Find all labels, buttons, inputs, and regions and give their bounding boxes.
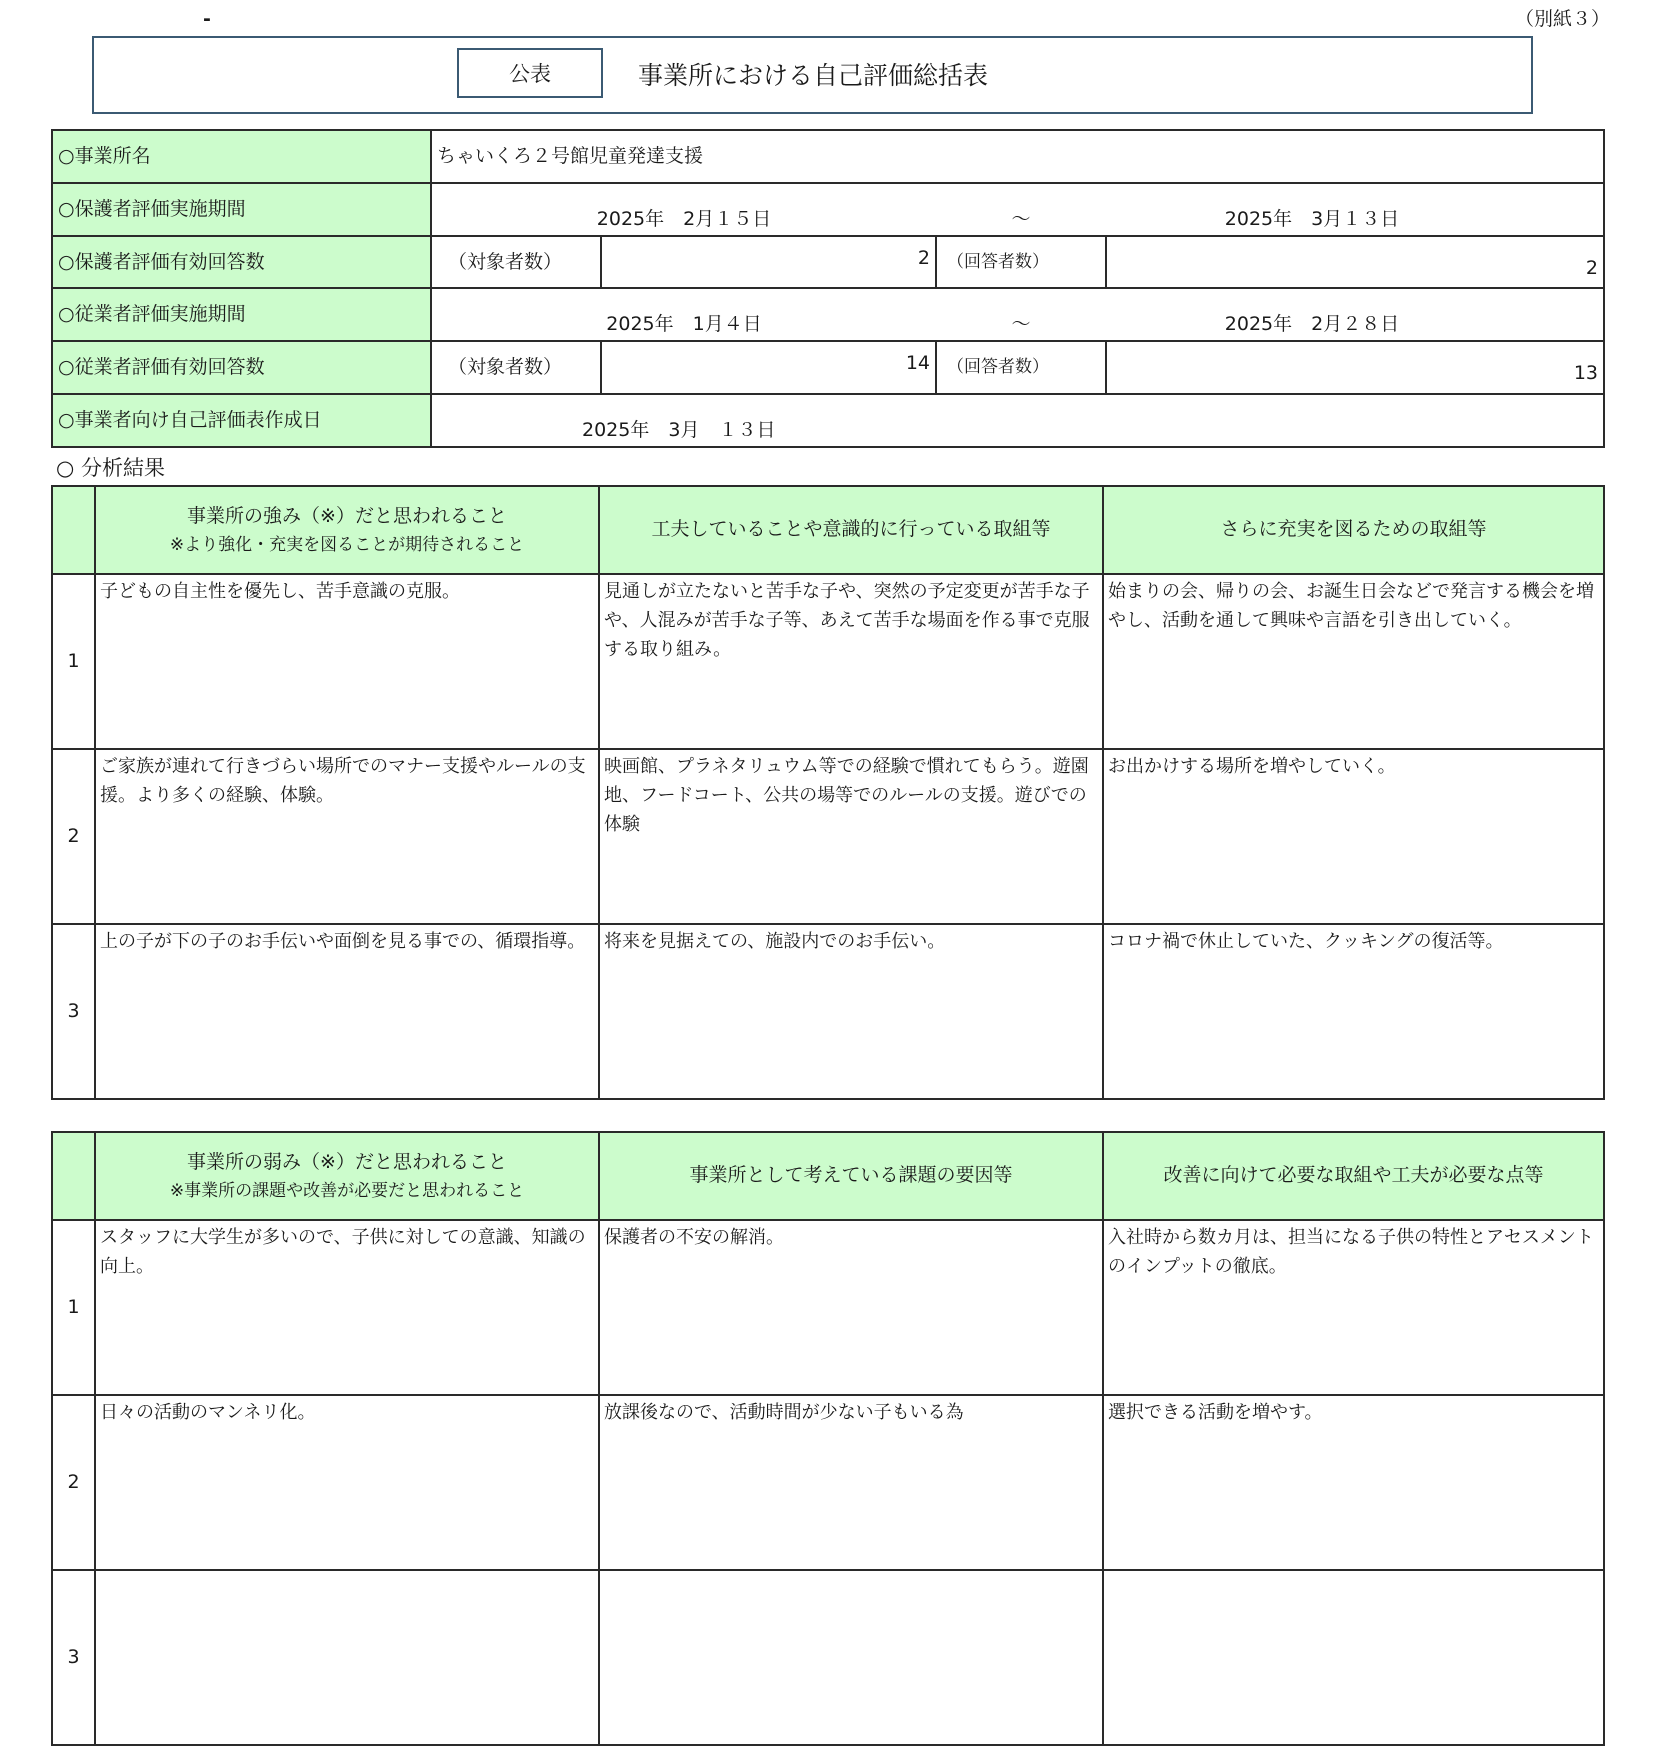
- strengths-header-3: さらに充実を図るための取組等: [1103, 486, 1604, 574]
- strengths-table: [51, 485, 1605, 1100]
- staff-count-label: ○従業者評価有効回答数: [52, 341, 431, 394]
- table-row: [52, 574, 1604, 749]
- enhancement-cell: お出かけする場所を増やしていく。: [1103, 749, 1604, 924]
- public-badge: 公表: [457, 48, 603, 98]
- improvement-cell: [1103, 1570, 1604, 1745]
- guardian-period-label: ○保護者評価実施期間: [52, 183, 431, 236]
- cause-cell: [599, 1570, 1103, 1745]
- header-title: 事業所の弱み（※）だと思われること: [187, 1151, 507, 1174]
- guardian-answer-label: （回答者数）: [936, 236, 1106, 289]
- row-number: 1: [52, 1220, 95, 1395]
- row-number: 2: [52, 749, 95, 924]
- guardian-count-label: ○保護者評価有効回答数: [52, 236, 431, 289]
- cause-cell: 保護者の不安の解消。: [599, 1220, 1103, 1395]
- strengths-header-2: 工夫していることや意識的に行っている取組等: [599, 486, 1103, 574]
- weaknesses-table: [51, 1131, 1605, 1746]
- table-row: [52, 749, 1604, 924]
- effort-cell: 映画館、プラネタリュウム等での経験で慣れてもらう。遊園地、フードコート、公共の場等でのルールの支援。遊びでの体験: [599, 749, 1103, 924]
- row-number: 3: [52, 924, 95, 1099]
- effort-cell: 見通しが立たないと苦手な子や、突然の予定変更が苦手な子や、人混みが苦手な子等、あえて苦手な場面を作る事で克服する取り組み。: [599, 574, 1103, 749]
- guardian-period-end: 2025年 3月１３日: [1106, 183, 1604, 236]
- weaknesses-header-3: 改善に向けて必要な取組や工夫が必要な点等: [1103, 1132, 1604, 1220]
- created-date: 2025年 3月 １３日: [431, 394, 1604, 447]
- created-label: ○事業者向け自己評価表作成日: [52, 394, 431, 447]
- document-title: 事業所における自己評価総括表: [638, 61, 989, 90]
- staff-answer-value: 13: [1106, 341, 1604, 394]
- cause-cell: 放課後なので、活動時間が少ない子もいる為: [599, 1395, 1103, 1570]
- row-number-header: [52, 486, 95, 574]
- staff-answer-label: （回答者数）: [936, 341, 1106, 394]
- weaknesses-header-row: [52, 1132, 1604, 1220]
- staff-period-end: 2025年 2月２８日: [1106, 288, 1604, 341]
- facility-name: ちゃいくろ２号館児童発達支援: [431, 130, 1604, 183]
- dash-mark: -: [203, 8, 211, 30]
- row-number-header: [52, 1132, 95, 1220]
- facility-row: [52, 130, 1604, 183]
- table-row: [52, 1395, 1604, 1570]
- guardian-period-start: 2025年 2月１５日: [431, 183, 936, 236]
- enhancement-cell: コロナ禍で休止していた、クッキングの復活等。: [1103, 924, 1604, 1099]
- guardian-period-row: [52, 183, 1604, 236]
- header-title: 事業所の強み（※）だと思われること: [187, 505, 507, 528]
- strengths-header-1: [95, 486, 599, 574]
- facility-label: ○事業所名: [52, 130, 431, 183]
- improvement-cell: 入社時から数カ月は、担当になる子供の特性とアセスメントのインプットの徹底。: [1103, 1220, 1604, 1395]
- staff-target-value: 14: [601, 341, 936, 394]
- section-title: ○ 分析結果: [56, 456, 165, 480]
- strength-cell: ご家族が連れて行きづらい場所でのマナー支援やルールの支援。より多くの経験、体験。: [95, 749, 599, 924]
- guardian-target-value: 2: [601, 236, 936, 289]
- strength-cell: 上の子が下の子のお手伝いや面倒を見る事での、循環指導。: [95, 924, 599, 1099]
- enhancement-cell: 始まりの会、帰りの会、お誕生日会などで発言する機会を増やし、活動を通して興味や言語を引き出していく。: [1103, 574, 1604, 749]
- row-number: 2: [52, 1395, 95, 1570]
- staff-period-label: ○従業者評価実施期間: [52, 288, 431, 341]
- weakness-cell: [95, 1570, 599, 1745]
- staff-count-row: [52, 341, 1604, 394]
- effort-cell: 将来を見据えての、施設内でのお手伝い。: [599, 924, 1103, 1099]
- weaknesses-header-1: [95, 1132, 599, 1220]
- header-note: ※より強化・充実を図ることが期待されること: [169, 534, 525, 555]
- table-row: [52, 1570, 1604, 1745]
- strengths-header-row: [52, 486, 1604, 574]
- row-number: 1: [52, 574, 95, 749]
- staff-period-tilde: ～: [936, 288, 1106, 341]
- guardian-answer-value: 2: [1106, 236, 1604, 289]
- guardian-period-tilde: ～: [936, 183, 1106, 236]
- table-row: [52, 924, 1604, 1099]
- weaknesses-header-2: 事業所として考えている課題の要因等: [599, 1132, 1103, 1220]
- staff-period-start: 2025年 1月４日: [431, 288, 936, 341]
- weakness-cell: スタッフに大学生が多いので、子供に対しての意識、知識の向上。: [95, 1220, 599, 1395]
- row-number: 3: [52, 1570, 95, 1745]
- guardian-target-label: （対象者数）: [431, 236, 601, 289]
- header-note: ※事業所の課題や改善が必要だと思われること: [169, 1180, 525, 1201]
- created-row: [52, 394, 1604, 447]
- weakness-cell: 日々の活動のマンネリ化。: [95, 1395, 599, 1570]
- guardian-count-row: [52, 236, 1604, 289]
- info-table: [51, 129, 1605, 448]
- staff-period-row: [52, 288, 1604, 341]
- improvement-cell: 選択できる活動を増やす。: [1103, 1395, 1604, 1570]
- attachment-label: （別紙３）: [1514, 8, 1610, 30]
- table-row: [52, 1220, 1604, 1395]
- strength-cell: 子どもの自主性を優先し、苦手意識の克服。: [95, 574, 599, 749]
- staff-target-label: （対象者数）: [431, 341, 601, 394]
